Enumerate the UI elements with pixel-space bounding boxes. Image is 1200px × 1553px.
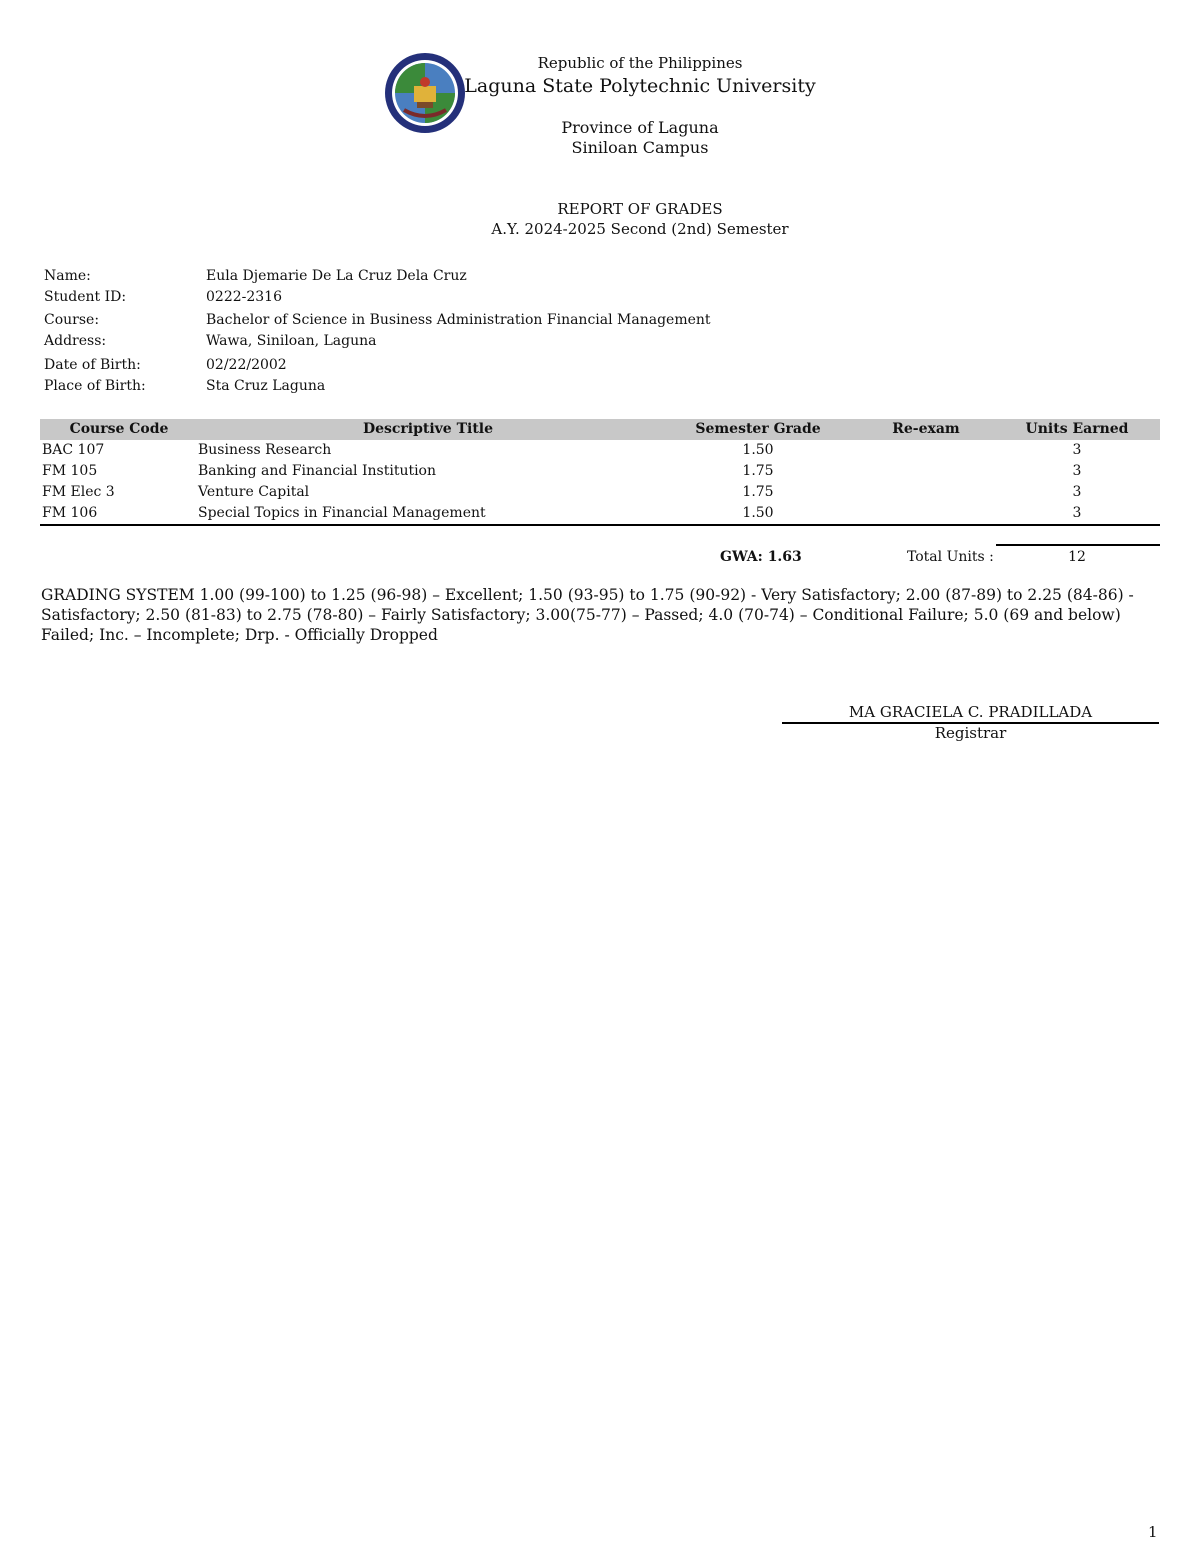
registrar-name: MA GRACIELA C. PRADILLADA (848, 703, 1093, 721)
grades-table (40, 419, 1160, 524)
col-semester-grade: Semester Grade (695, 421, 821, 437)
col-course-code: Course Code (69, 421, 169, 437)
student-id-label: Student ID: (44, 289, 127, 305)
course-code-cell: FM 106 (42, 505, 98, 521)
total-units-label: Total Units : (907, 549, 994, 565)
republic-line: Republic of the Philippines (537, 54, 743, 72)
place-of-birth-label: Place of Birth: (44, 378, 146, 394)
date-of-birth-label: Date of Birth: (44, 357, 141, 373)
date-of-birth-value: 02/22/2002 (206, 357, 287, 373)
table-row (40, 482, 1160, 503)
gwa-value: GWA: 1.63 (720, 549, 802, 565)
units-cell: 3 (1072, 505, 1082, 521)
course-code-cell: BAC 107 (42, 442, 105, 458)
name-value: Eula Djemarie De La Cruz Dela Cruz (206, 268, 467, 284)
title-cell: Banking and Financial Institution (198, 463, 437, 479)
table-row (40, 503, 1160, 524)
registrar-title: Registrar (934, 724, 1007, 742)
table-row (40, 461, 1160, 482)
address-value: Wawa, Siniloan, Laguna (206, 333, 377, 349)
grade-cell: 1.75 (742, 463, 774, 479)
title-cell: Special Topics in Financial Management (198, 505, 486, 521)
page-number: 1 (1148, 1523, 1158, 1541)
report-title: REPORT OF GRADES (557, 200, 723, 218)
course-code-cell: FM Elec 3 (42, 484, 115, 500)
grade-cell: 1.50 (742, 505, 774, 521)
university-name: Laguna State Polytechnic University (464, 75, 816, 97)
table-bottom-rule (40, 524, 1160, 526)
total-units-value: 12 (1068, 549, 1086, 565)
course-value: Bachelor of Science in Business Administration Financial Management (206, 312, 711, 328)
col-re-exam: Re-exam (892, 421, 960, 437)
report-subtitle: A.Y. 2024-2025 Second (2nd) Semester (491, 220, 789, 238)
student-id-value: 0222-2316 (206, 289, 282, 305)
units-cell: 3 (1072, 463, 1082, 479)
title-cell: Business Research (198, 442, 332, 458)
grade-cell: 1.50 (742, 442, 774, 458)
table-header-row (40, 419, 1160, 440)
grade-cell: 1.75 (742, 484, 774, 500)
total-units-rule (996, 544, 1160, 546)
address-label: Address: (44, 333, 107, 349)
grading-system-note: GRADING SYSTEM 1.00 (99-100) to 1.25 (96-98) – Excellent; 1.50 (93-95) to 1.75 (90-92) - Very Satisfactory; 2.00 (87-89) to 2.25 (84-86) - Satisfactory; 2.50 (81-83) to 2.75 (78-80) – Fairly Satisfactory; 3.00(75-77) – Passed; 4.0 (70-74) – Conditional Failure; 5.0 (69 and below) Failed; Inc. – Incomplete; Drp. - Officially Dropped (41, 586, 1134, 644)
place-of-birth-value: Sta Cruz Laguna (206, 378, 326, 394)
units-cell: 3 (1072, 484, 1082, 500)
col-units-earned: Units Earned (1025, 421, 1129, 437)
table-row (40, 440, 1160, 461)
col-descriptive-title: Descriptive Title (362, 421, 494, 437)
province-line: Province of Laguna (561, 118, 719, 137)
campus-line: Siniloan Campus (571, 138, 709, 157)
course-label: Course: (44, 312, 100, 328)
course-code-cell: FM 105 (42, 463, 98, 479)
units-cell: 3 (1072, 442, 1082, 458)
name-label: Name: (44, 268, 91, 284)
title-cell: Venture Capital (198, 484, 310, 500)
